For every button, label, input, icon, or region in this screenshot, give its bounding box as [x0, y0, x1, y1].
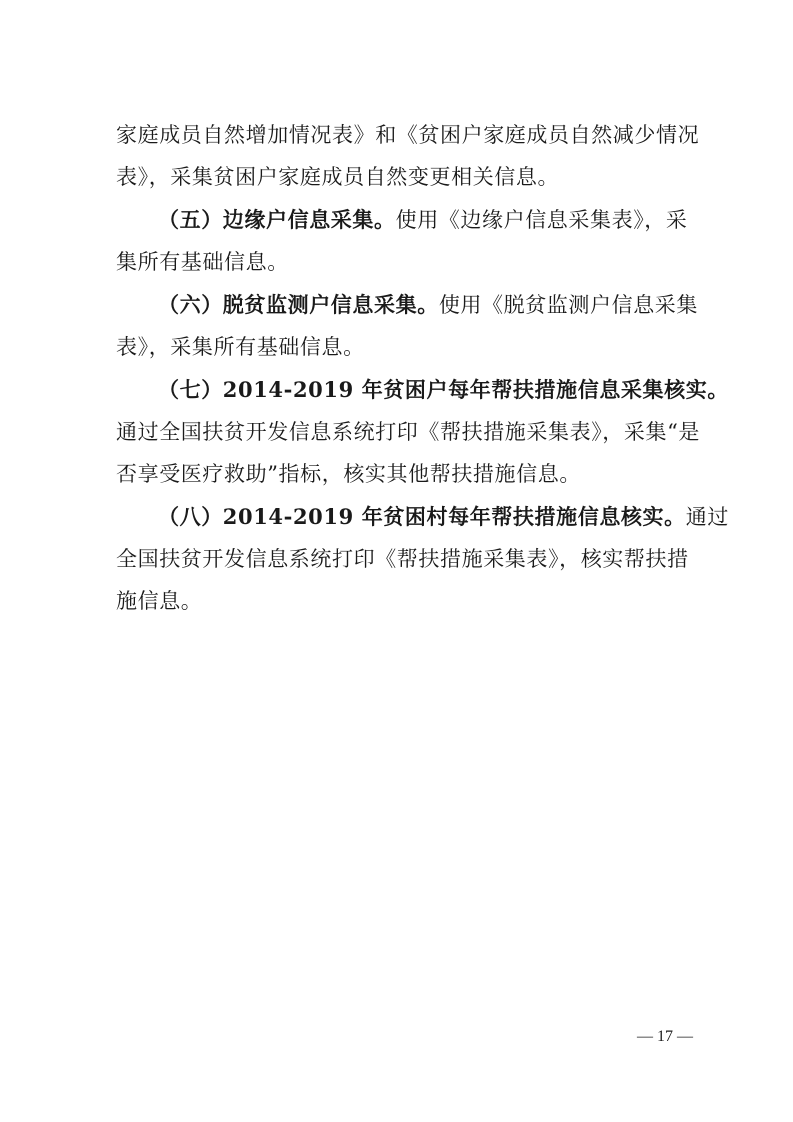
section-7-heading: （七）2014-2019 年贫困户每年帮扶措施信息采集核实。	[158, 377, 729, 402]
body-text: 否享受医疗救助”指标，核实其他帮扶措施信息。	[116, 462, 581, 486]
body-text: 表》，采集贫困户家庭成员自然变更相关信息。	[116, 165, 560, 189]
body-text: 施信息。	[116, 589, 203, 613]
section-7-line	[158, 375, 729, 405]
body-text: 使用《脱贫监测户信息采集	[438, 293, 699, 317]
section-8-heading: （八）2014-2019 年贫困村每年帮扶措施信息核实。	[158, 504, 686, 529]
body-text: 表》，采集所有基础信息。	[116, 335, 365, 359]
section-6-line	[158, 290, 699, 320]
body-text: 全国扶贫开发信息系统打印《帮扶措施采集表》，核实帮扶措	[116, 547, 689, 571]
body-text-line	[116, 417, 701, 447]
body-text: 家庭成员自然增加情况表》和《贫困户家庭成员自然减少情况	[116, 123, 700, 147]
body-text-line	[116, 120, 700, 150]
body-text-line	[116, 544, 689, 574]
section-5-heading: （五）边缘户信息采集。	[158, 207, 396, 232]
body-text-line	[116, 459, 686, 489]
body-text-line	[116, 586, 686, 616]
section-5-line	[158, 205, 686, 235]
body-text-line	[116, 332, 686, 362]
section-6-heading: （六）脱贫监测户信息采集。	[158, 292, 439, 317]
section-8-line	[158, 502, 729, 532]
body-text-line	[116, 162, 686, 192]
body-text: 通过	[685, 505, 729, 529]
body-text: 集所有基础信息。	[116, 250, 289, 274]
body-text: 使用《边缘户信息采集表》，采	[395, 208, 688, 232]
page-number: — 17 —	[637, 1028, 693, 1045]
body-text-line	[116, 247, 686, 277]
body-text: 通过全国扶贫开发信息系统打印《帮扶措施采集表》，采集“是	[116, 420, 701, 444]
